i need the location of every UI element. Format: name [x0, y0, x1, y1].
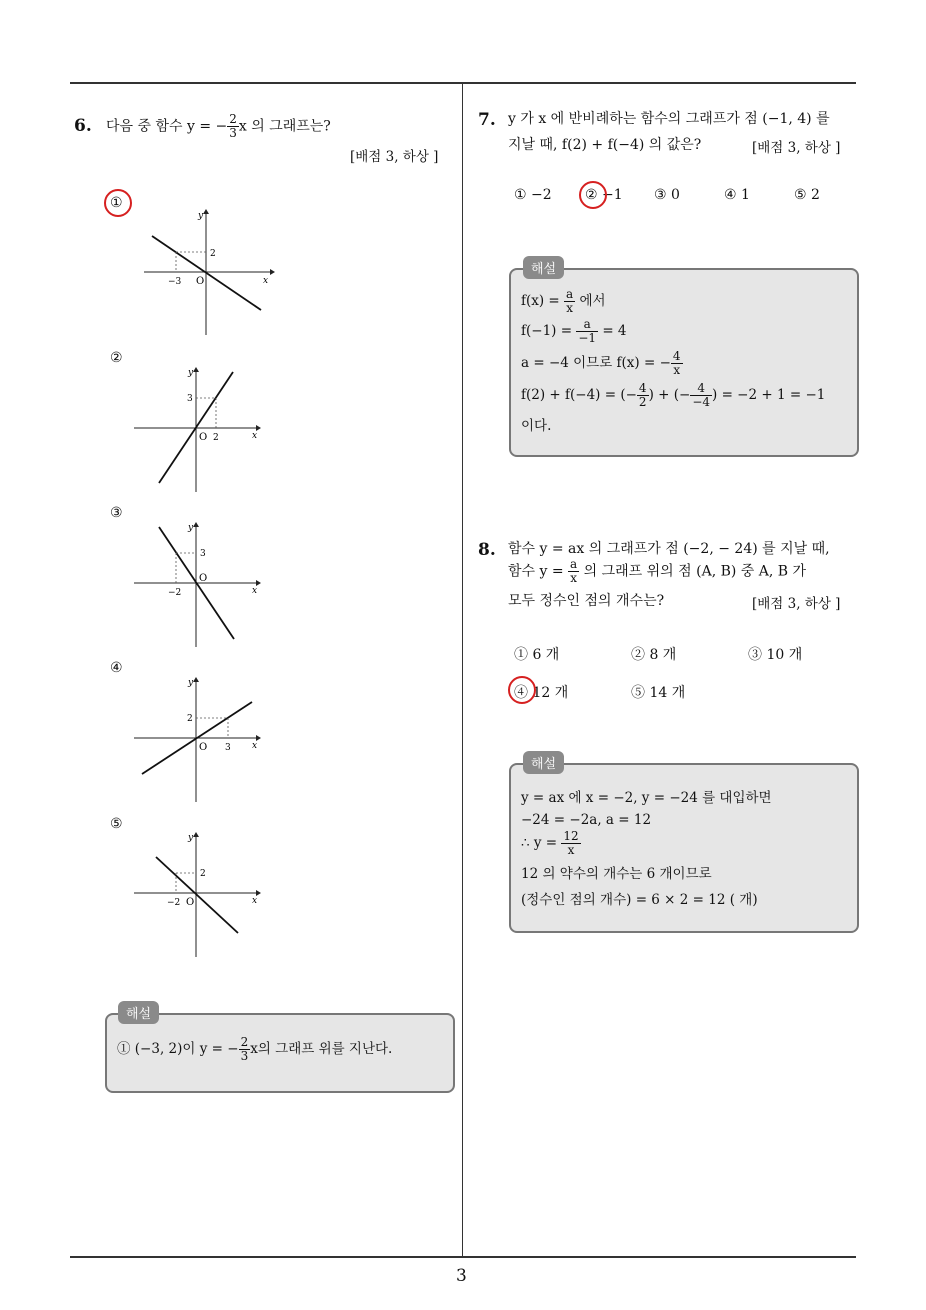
q8-score: [배점 3, 하상 ] [752, 596, 841, 612]
q7-choice-5[interactable]: ⑤ 2 [794, 187, 820, 203]
q8-expl-line-1: y = ax 에 x = −2, y = −24 를 대입하면 [521, 790, 772, 806]
origin-label: O [196, 276, 205, 287]
q7-expl-line-1: f(x) = $\frac{a}{x}$ 에서 [521, 287, 606, 315]
y-label: y [188, 833, 194, 843]
column-divider [462, 83, 463, 1257]
q6-graph-2 [130, 360, 270, 495]
tick-x-label: −2 [168, 588, 182, 598]
q8-expl-line-3: ∴ y = $\frac{12}{x}$ [521, 829, 579, 857]
tick-y-label: 2 [187, 714, 193, 724]
q8-choice-4[interactable]: ④ 12 개 [514, 685, 569, 701]
q8-line-1: 함수 y = ax 의 그래프가 점 (−2, − 24) 를 지날 때, [508, 541, 830, 557]
q7-score: [배점 3, 하상 ] [752, 140, 841, 156]
function-line [156, 857, 238, 933]
q7-choice-4[interactable]: ④ 1 [724, 187, 750, 203]
x-label: x [252, 586, 258, 596]
tick-y-label: 3 [200, 549, 206, 559]
q7-expl-line-5: 이다. [521, 418, 552, 434]
y-label: y [198, 211, 204, 221]
y-label: y [188, 678, 194, 688]
q7-choice-3[interactable]: ③ 0 [654, 187, 680, 203]
q8-choice-5[interactable]: ⑤ 14 개 [631, 685, 686, 701]
origin-label: O [199, 432, 208, 443]
q7-number: 7. [478, 110, 496, 130]
q8-choice-2[interactable]: ② 8 개 [631, 647, 677, 663]
tick-x-label: 3 [225, 743, 231, 753]
q6-text-a: 다음 중 함수 y = − [106, 118, 228, 135]
q8-number: 8. [478, 540, 496, 560]
y-axis-arrow [193, 677, 199, 682]
q6-explanation-tag: 해설 [118, 1001, 159, 1024]
tick-x-label: −3 [168, 277, 182, 287]
q7-expl-line-4: f(2) + f(−4) = (− $\frac{4}{2}$ ) + (− $\frac{4}{-4}$ ) = −2 + 1 = −1 [521, 381, 826, 409]
q8-choice-1[interactable]: ① 6 개 [514, 647, 560, 663]
answer-circle-mark [508, 676, 536, 704]
y-axis-arrow [193, 832, 199, 837]
q6-graph-3 [130, 515, 270, 650]
y-label: y [188, 523, 194, 533]
q6-explanation-text: ① (−3, 2)이 y = − $\frac{2}{3}$ x의 그래프 위를 지난다. [117, 1035, 393, 1063]
tick-y-label: 2 [210, 249, 216, 259]
q6-graph-4 [130, 670, 270, 805]
q8-choice-3[interactable]: ③ 10 개 [748, 647, 803, 663]
origin-label: O [199, 573, 208, 584]
y-axis-arrow [203, 209, 209, 214]
q8-expl-line-2: −24 = −2a, a = 12 [521, 812, 652, 828]
q7-explanation-tag: 해설 [523, 256, 564, 279]
q6-graph-1 [130, 200, 280, 340]
q7-line-2: 지날 때, f(2) + f(−4) 의 값은? [508, 137, 702, 153]
q7-choice-1[interactable]: ① −2 [514, 187, 552, 203]
q6-text [106, 113, 331, 140]
tick-y-label: 2 [200, 869, 206, 879]
x-label: x [252, 741, 258, 751]
tick-x-label: 2 [213, 433, 219, 443]
q7-line-1: y 가 x 에 반비례하는 함수의 그래프가 점 (−1, 4) 를 [508, 111, 830, 127]
q8-explanation-tag: 해설 [523, 751, 564, 774]
q6-number: 6. [74, 116, 92, 136]
q7-expl-line-3: a = −4 이므로 f(x) = − $\frac{4}{x}$ [521, 349, 681, 377]
q6-choice-3[interactable]: ③ [110, 505, 123, 521]
q7-choice-2[interactable]: ② −1 [585, 187, 623, 203]
q8-expl-line-4: 12 의 약수의 개수는 6 개이므로 [521, 866, 712, 882]
q6-fraction: $\frac{2}{3}$ [229, 112, 237, 140]
tick-y-label: 3 [187, 394, 193, 404]
origin-label: O [186, 897, 195, 908]
x-label: x [252, 896, 258, 906]
answer-circle-mark [579, 181, 607, 209]
y-axis-arrow [193, 522, 199, 527]
q7-expl-line-2: f(−1) = $\frac{a}{-1}$ = 4 [521, 317, 627, 345]
q6-choice-1[interactable]: ① [110, 195, 123, 211]
q6-choice-5[interactable]: ⑤ [110, 816, 123, 832]
x-label: x [263, 276, 269, 286]
y-label: y [188, 368, 194, 378]
q8-expl-line-5: (정수인 점의 개수) = 6 × 2 = 12 ( 개) [521, 892, 758, 908]
q8-line-3: 모두 정수인 점의 개수는? [508, 593, 665, 609]
q6-choice-2[interactable]: ② [110, 350, 123, 366]
q6-score: [배점 3, 하상 ] [350, 149, 439, 165]
q6-choice-4[interactable]: ④ [110, 660, 123, 676]
origin-label: O [199, 742, 208, 753]
answer-circle-mark [104, 189, 132, 217]
q8-line-2: 함수 y = $\frac{a}{x}$ 의 그래프 위의 점 (A, B) 중 A, B 가 [508, 557, 807, 585]
x-label: x [252, 431, 258, 441]
x-axis-arrow [270, 269, 275, 275]
q6-graph-5 [130, 825, 270, 960]
y-axis-arrow [193, 367, 199, 372]
page-number: 3 [456, 1266, 467, 1286]
q6-text-b: x 의 그래프는? [238, 118, 331, 135]
tick-x-label: −2 [167, 898, 181, 908]
